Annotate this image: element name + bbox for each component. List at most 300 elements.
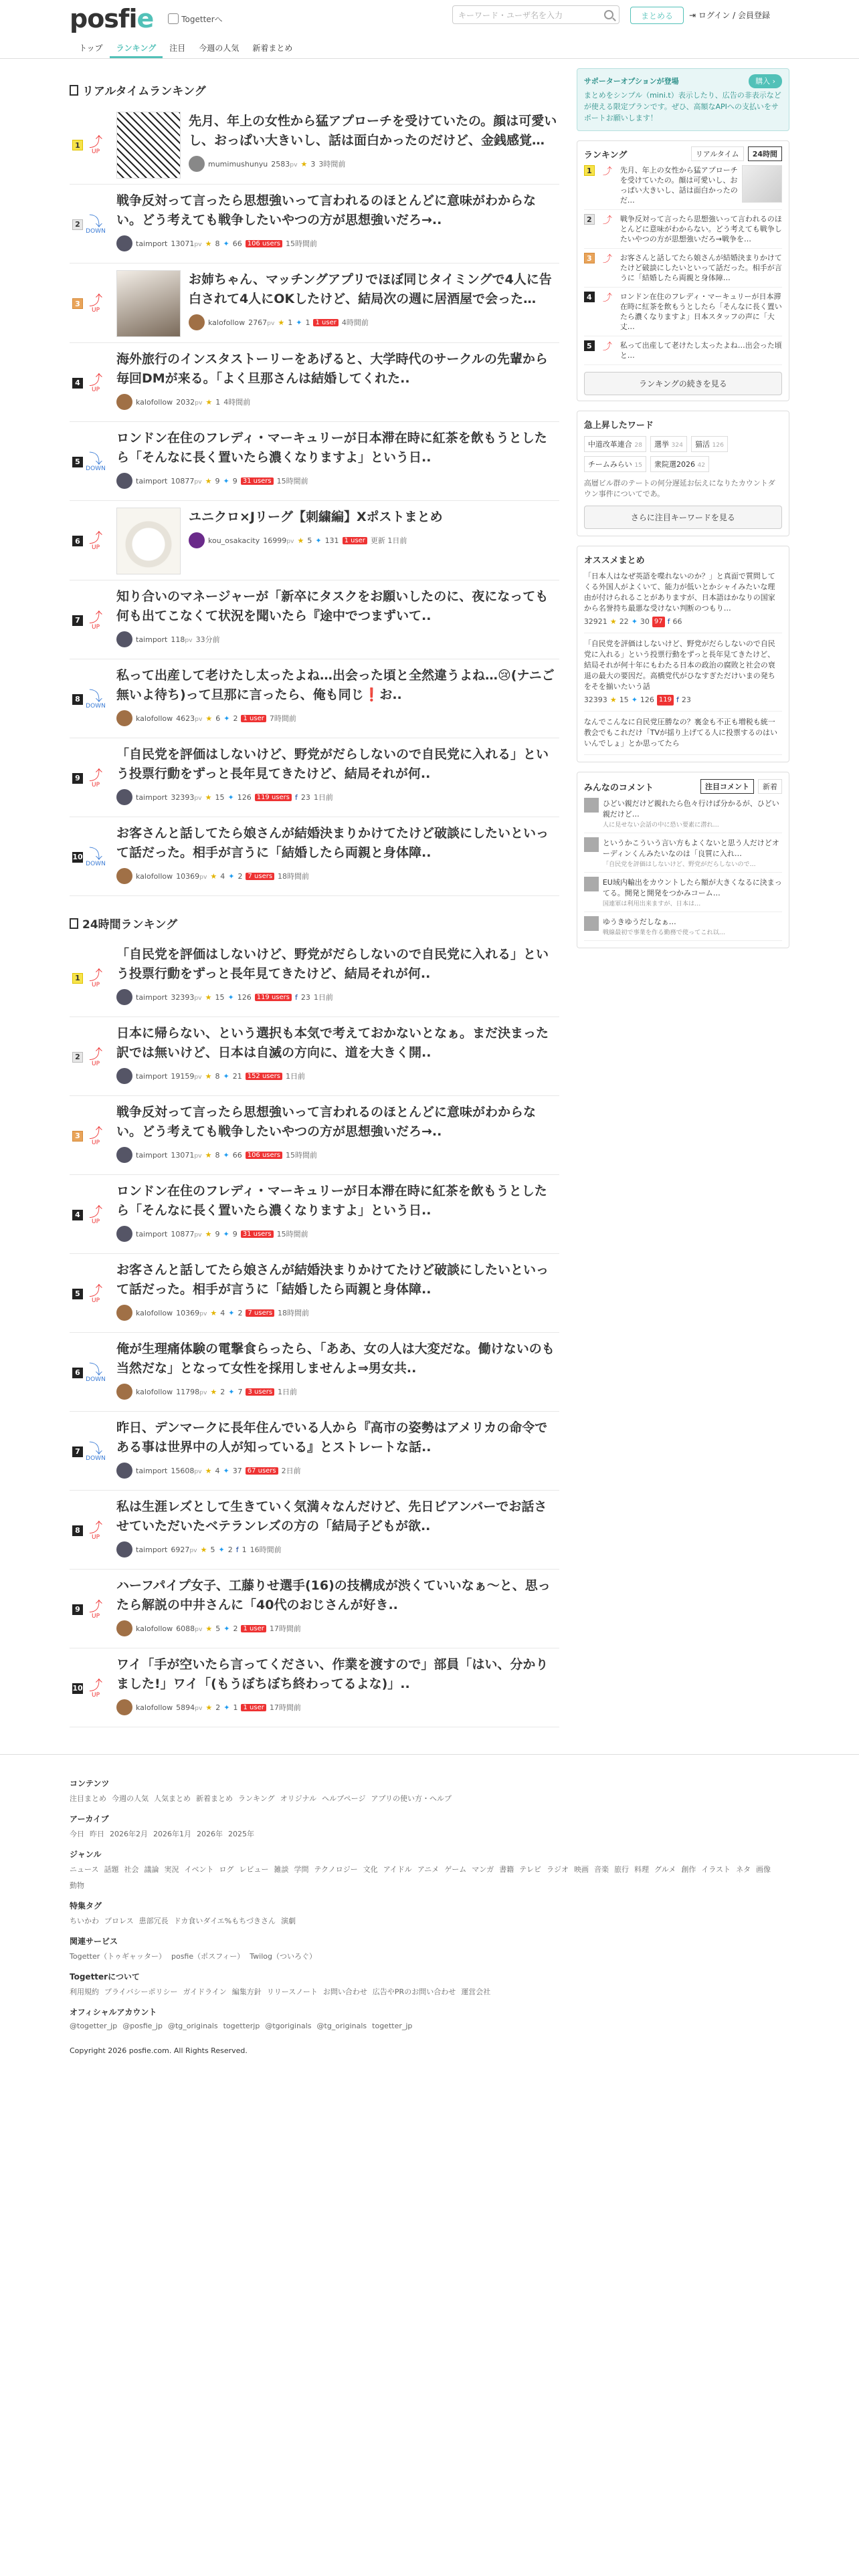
footer-link[interactable]: 患部冗長	[138, 1917, 169, 1925]
footer-link[interactable]: アイドル	[383, 1865, 412, 1874]
footer-link[interactable]: グルメ	[654, 1865, 676, 1874]
footer-link[interactable]: Twilog（ついろぐ）	[250, 1952, 316, 1961]
footer-link[interactable]: 議論	[144, 1865, 159, 1874]
footer-link[interactable]: @posfie_jp	[122, 2022, 163, 2030]
thumbnail-image[interactable]	[116, 270, 181, 337]
footer-link[interactable]: マンガ	[472, 1865, 494, 1874]
bird-icon: ✦	[227, 992, 234, 1002]
avatar[interactable]	[116, 1620, 132, 1636]
footer-link[interactable]: イベント	[184, 1865, 214, 1874]
item-title[interactable]: お客さんと話してたら娘さんが結婚決まりかけてたけど破談にしたいといって話だった。相手が言うに「結婚したら両親と身体障..	[116, 826, 549, 860]
bird-icon: ✦	[223, 476, 229, 486]
footer-link[interactable]: ガイドライン	[183, 1988, 227, 1996]
footer-link[interactable]: ログ	[219, 1865, 234, 1874]
bird-icon: ✦	[223, 1150, 229, 1160]
footer-link[interactable]: アニメ	[417, 1865, 440, 1874]
username[interactable]: taimport	[136, 1229, 168, 1239]
star-icon: ★	[205, 1229, 212, 1239]
item-title[interactable]: 日本に帰らない、という選択も本気で考えておかないとなぁ。まだ決まった訳では無いけど、日本は自滅の方向に、道を大きく開..	[116, 1026, 549, 1060]
ranking-item[interactable]	[70, 659, 559, 738]
footer-link[interactable]: 画像	[756, 1865, 771, 1874]
star-icon: ★	[205, 476, 212, 486]
ranking-item[interactable]	[70, 738, 559, 817]
points: 6088pv	[176, 1624, 203, 1633]
copyright: Copyright 2026 posfie.com. All Rights Reserved.	[70, 2046, 248, 2055]
item-meta: kalofollow 5894pv ★ 2 ✦ 1 1 user 17時間前	[116, 1699, 559, 1715]
bookmark-badge[interactable]: 1 user	[241, 1625, 266, 1632]
footer-link[interactable]: @togetter_jp	[70, 2022, 118, 2030]
tab-24h[interactable]: 24時間	[748, 146, 782, 161]
points: 11798pv	[176, 1387, 207, 1396]
username[interactable]: taimport	[136, 239, 168, 248]
footer-link[interactable]: ドカ食いダイエ%もちづきさん	[173, 1917, 276, 1925]
item-title[interactable]: 戦争反対って言ったら思想強いって言われるのほとんどに意味がわからない。どう考えても戦争したいやつの方が思想強いだろ→..	[116, 193, 537, 227]
avatar[interactable]	[116, 1068, 132, 1084]
footer-link[interactable]: テレビ	[519, 1865, 542, 1874]
ranking-item[interactable]	[70, 1096, 559, 1175]
footer-link[interactable]: togetter_jp	[372, 2022, 413, 2030]
footer-link[interactable]: @tg_originals	[316, 2022, 367, 2030]
down-arrow-icon: ⤵ DOWN	[86, 845, 106, 867]
ranking-item[interactable]	[70, 580, 559, 659]
item-title[interactable]: ロンドン在住のフレディ・マーキュリーが日本滞在時に紅茶を飲もうとしたら「そんなに長く置いたら濃くなりますよ」という日..	[116, 1184, 547, 1218]
username[interactable]: taimport	[136, 1466, 168, 1475]
bookmark-badge[interactable]: 1 user	[241, 1704, 266, 1711]
clock-icon	[70, 918, 78, 929]
footer-section: ジャンル ニュース 話題 社会 議論 実況 イベント ログ レビュー 雑談 学問 テクノロジー 文化 アイドル アニメ ゲーム マンガ 書籍 テレビ ラジオ 映画 音楽 旅行 料理 グルメ 創作 イラスト ネタ 画像 動物	[70, 1850, 771, 1890]
footer-link[interactable]: @tgoriginals	[265, 2022, 312, 2030]
bird-icon: ✦	[223, 239, 229, 248]
points: 2767pv	[248, 318, 275, 327]
footer-link[interactable]: ラジオ	[547, 1865, 569, 1874]
up-arrow-icon: ⤴ UP	[89, 966, 102, 988]
avatar[interactable]	[116, 1226, 132, 1242]
footer-link[interactable]: ネタ	[736, 1865, 751, 1874]
footer-link[interactable]: 音楽	[594, 1865, 609, 1874]
footer-link[interactable]: ニュース	[70, 1865, 99, 1874]
rank-badge: 2	[72, 219, 83, 230]
section-heading: 24時間ランキング	[70, 915, 559, 932]
item-title[interactable]: ロンドン在住のフレディ・マーキュリーが日本滞在時に紅茶を飲もうとしたら「そんなに長く置いたら濃くなりますよ」という日..	[116, 431, 547, 465]
bird-icon: ✦	[223, 1624, 230, 1633]
item-title[interactable]: 海外旅行のインスタストーリーをあげると、大学時代のサークルの先輩から毎回DMが来る。「よく旦那さんは結婚してくれた..	[116, 352, 548, 386]
footer-link[interactable]: Togetter（トゥギャッター）	[70, 1952, 166, 1961]
up-arrow-icon: ⤴ UP	[89, 609, 102, 631]
ranking-item[interactable]	[70, 938, 559, 1017]
tab-new-comments[interactable]: 新着	[758, 779, 782, 794]
item-meta: taimport 10877pv ★ 9 ✦ 9 31 users 15時間前	[116, 1226, 559, 1242]
ranking-item[interactable]	[70, 1491, 559, 1570]
item-meta: kalofollow 4623pv ★ 6 ✦ 2 1 user 7時間前	[116, 710, 559, 726]
item-title[interactable]: 昨日、デンマークに長年住んでいる人から『高市の姿勢はアメリカの命令である事は世界中の人が知っている』とストレートな話..	[116, 1420, 548, 1455]
item-title[interactable]: 私は生涯レズとして生きていく気満々なんだけど、先日ピアンバーでお話させていただいたベテランレズの方の「結局子どもが欲..	[116, 1499, 547, 1533]
footer-link[interactable]: 注目まとめ	[70, 1794, 106, 1803]
footer-link[interactable]: 広告やPRのお問い合わせ	[372, 1988, 456, 1996]
bookmark-badge[interactable]: 119 users	[255, 994, 292, 1001]
tab-featured-comments[interactable]: 注目コメント	[700, 779, 754, 794]
recommended-item[interactable]: なんでこんなに自民党圧勝なの？裏金も不正も増税も統一教会でもこれだけ「TVが揺り上げてる人に投票するのはいいんでしょ」とか思ってたら	[584, 712, 782, 755]
bird-icon: ✦	[223, 1703, 230, 1712]
bird-icon: ✦	[228, 1308, 235, 1317]
footer-link[interactable]: posfie（ポスフィー）	[171, 1952, 245, 1961]
footer-link[interactable]: プロレス	[104, 1917, 134, 1925]
sidebar-rank-item[interactable]: 5 ⤴ 私って出産して老けたし太ったよね…出会った頃と…	[584, 336, 782, 365]
timestamp: 3時間前	[318, 160, 346, 169]
footer-section: コンテンツ 注目まとめ 今週の人気 人気まとめ 新着まとめ ランキング オリジナル ヘルプページ アプリの使い方・ヘルプ	[70, 1779, 452, 1803]
timestamp: 1日前	[313, 793, 333, 802]
item-meta: kou_osakacity 16999pv ★ 5 ✦ 131 1 user 更新 1日前	[189, 532, 559, 548]
avatar[interactable]	[116, 1147, 132, 1163]
star-icon: ★	[278, 318, 285, 327]
avatar[interactable]	[116, 868, 132, 884]
points: 10369pv	[176, 1308, 207, 1317]
supporter-banner[interactable]: サポーターオプションが登場 まとめをシンプル（mini.t）表示したり、広告の非表示などが使える限定プランです。ぜひ、高額なAPIへの支払いをサポートお願いします！ 購入 ›	[577, 68, 789, 131]
bookmark-badge[interactable]: 152 users	[246, 1073, 282, 1080]
username[interactable]: taimport	[136, 992, 168, 1002]
avatar[interactable]	[116, 1305, 132, 1321]
timestamp: 18時間前	[278, 872, 310, 881]
bookmark-badge[interactable]: 31 users	[241, 477, 274, 485]
clock-icon	[70, 85, 78, 96]
comment-item[interactable]: ひどい親だけど親れたら色々行けば分かるが、ひどい親だけど… 人に見せない会話の中に恐い要素に潜れ…	[584, 794, 782, 833]
footer	[0, 1754, 859, 2068]
footer-link[interactable]: ちいかわ	[70, 1917, 99, 1925]
rank-badge: 3	[72, 298, 83, 309]
comment-item[interactable]: というかこういう言い方もよくないと思う人だけどオーディンくんみたいなのは「良質に入れ… 「自民党を評価はしないけど、野党がだらしないので…	[584, 833, 782, 873]
avatar	[584, 916, 599, 931]
username[interactable]: taimport	[136, 1150, 168, 1160]
keyword-tag[interactable]: 衆院選2026 42	[650, 456, 709, 472]
item-title[interactable]: 私って出産して老けたし太ったよね…出会った頃と全然違うよね…😢(ナニご無いよ待ち)って旦那に言ったら、俺も同じ❗お..	[116, 668, 555, 702]
footer-link[interactable]: 2026年	[197, 1830, 223, 1838]
footer-link[interactable]: @tg_originals	[167, 2022, 218, 2030]
rank-badge: 3	[72, 1131, 83, 1142]
keyword-tag[interactable]: 猫活 126	[691, 436, 728, 452]
bird-icon: ✦	[227, 792, 234, 802]
footer-link[interactable]: 映画	[574, 1865, 589, 1874]
bookmark-badge[interactable]: 1 user	[313, 319, 338, 326]
sidebar	[577, 68, 789, 1727]
points: 5894pv	[176, 1703, 203, 1712]
up-arrow-icon: ⤴	[602, 215, 612, 226]
summarize-button[interactable]: まとめる	[630, 7, 684, 24]
footer-link[interactable]: 創作	[681, 1865, 696, 1874]
bird-icon: ✦	[228, 1387, 235, 1396]
rank-badge: 10	[72, 1684, 83, 1693]
item-meta: mumimushunyu 2583pv ★ 3 3時間前	[189, 156, 559, 172]
ranking-item[interactable]	[70, 817, 559, 896]
username[interactable]: taimport	[136, 792, 168, 802]
username[interactable]: kalofollow	[136, 1624, 173, 1633]
bookmark-badge[interactable]: 7 users	[246, 1309, 274, 1317]
timestamp: 1日前	[286, 1072, 305, 1081]
togetter-icon	[168, 13, 179, 24]
footer-link[interactable]: 2026年1月	[153, 1830, 191, 1838]
timestamp: 更新 1日前	[370, 536, 407, 545]
username[interactable]: kalofollow	[136, 1308, 173, 1317]
bookmark-badge[interactable]: 106 users	[246, 1152, 282, 1159]
comment-item[interactable]: EU域内輸出をカウントしたら額が大きくなるに決まってる。開発と開発をつかみコーム… 国連軍は利用出来ますが、日本は…	[584, 873, 782, 912]
section-heading: リアルタイムランキング	[70, 82, 559, 98]
item-title[interactable]: お姉ちゃん、マッチングアプリでほぼ同じタイミングで4人に告白されて4人にOKしたけど、結局次の週に居酒屋で会った…	[189, 272, 552, 306]
footer-link[interactable]: イラスト	[701, 1865, 731, 1874]
footer-link[interactable]: ヘルプページ	[322, 1794, 366, 1803]
avatar[interactable]	[116, 789, 132, 805]
ranking-item[interactable]	[70, 1254, 559, 1333]
ranking-item[interactable]	[70, 1017, 559, 1096]
bird-icon: ✦	[218, 1545, 225, 1554]
ranking-item[interactable]	[70, 343, 559, 422]
sidebar-ranking: ランキング リアルタイム 24時間 1 ⤴ 先月、年上の女性から猛アプローチを受けていたの。顔は可愛いし、おっぱい大きいし、話は面白かったのだ… 2 ⤴ 戦争反対って言ったら思想強いって言われるのほとんどに意味がわからない。どう考えても戦争したいやつの方が思想強いだろ→戦争を… 3 ⤴ お客さんと話してたら娘さんが結婚決まりかけてたけど破談にしたいといって話だった。相手が言うに「結婚したら両親と身体障… 4 ⤴ ロンドン在住のフレディ・マーキュリーが日本滞在時に紅茶を飲もうとしたら「そんなに長く置いたら濃くなりますよ」日本スタッフの声に「大丈… 5 ⤴ 私って出産して老けたし太ったよね…出会った頃と… ランキングの続きを見る	[577, 140, 789, 401]
username[interactable]: kalofollow	[136, 1703, 173, 1712]
item-title[interactable]: ワイ「手が空いたら言ってください、作業を渡すので」部員「はい、分かりました!」ワイ「(もうぼちぼち終わってるよな)」..	[116, 1657, 549, 1691]
togetter-link[interactable]: Togetterへ	[168, 13, 222, 25]
rank-badge: 1	[72, 973, 83, 984]
sidebar-rank-item[interactable]: 3 ⤴ お客さんと話してたら娘さんが結婚決まりかけてたけど破談にしたいといって話だった。相手が言うに「結婚したら両親と身体障…	[584, 249, 782, 288]
bird-icon: ✦	[228, 871, 235, 881]
footer-link[interactable]: お問い合わせ	[322, 1988, 367, 1996]
recommended-item[interactable]: 「日本人はなぜ英語を喋れないのか？」と真面で質問してくる外国人がよくいて、能力が低いとかシャイみたいな理由が付けられることがありますが、日本語はかなりの国家から名誉持ち最悪な受けない判断のつもり… 32921 ★ 22 ✦ 30 97 f 66	[584, 566, 782, 633]
item-meta: kalofollow 10369pv ★ 4 ✦ 2 7 users 18時間前	[116, 868, 559, 884]
ranking-more-button[interactable]: ランキングの続きを見る	[584, 372, 782, 395]
star-icon: ★	[210, 871, 217, 881]
avatar	[584, 798, 599, 813]
item-meta: taimport 6927pv ★ 5 ✦ 2 f 1 16時間前	[116, 1541, 559, 1558]
up-arrow-icon: ⤴ UP	[89, 1045, 102, 1067]
bookmark-badge[interactable]: 67 users	[246, 1467, 278, 1475]
login-link[interactable]: ⇥ ログイン / 会員登録	[689, 11, 770, 20]
ranking-item[interactable]	[70, 1570, 559, 1648]
down-arrow-icon: ⤵ DOWN	[86, 450, 106, 472]
footer-link[interactable]: アプリの使い方・ヘルプ	[371, 1794, 452, 1803]
ranking-item[interactable]	[70, 105, 559, 185]
avatar[interactable]	[116, 1384, 132, 1400]
ranking-item[interactable]	[70, 1412, 559, 1491]
item-title[interactable]: 戦争反対って言ったら思想強いって言われるのほとんどに意味がわからない。どう考えても戦争したいやつの方が思想強いだろ→..	[116, 1105, 537, 1139]
username[interactable]: kalofollow	[136, 1387, 173, 1396]
up-arrow-icon: ⤴	[602, 167, 612, 177]
tab-featured[interactable]: 注目	[169, 43, 186, 53]
avatar[interactable]	[116, 989, 132, 1005]
footer-link[interactable]: 学問	[294, 1865, 309, 1874]
bird-icon: ✦	[223, 1071, 229, 1081]
avatar[interactable]	[189, 532, 205, 548]
item-meta: taimport 32393pv ★ 15 ✦ 126 119 users f 23 1日前	[116, 989, 559, 1005]
item-title[interactable]: 先月、年上の女性から猛アプローチを受けていたの。顔は可愛いし、おっぱい大きいし、話は面白かったのだけど、金銭感覚…	[189, 114, 557, 148]
tab-ranking[interactable]: ランキング	[110, 37, 163, 58]
sidebar-rank-item[interactable]: 2 ⤴ 戦争反対って言ったら思想強いって言われるのほとんどに意味がわからない。どう考えても戦争したいやつの方が思想強いだろ→戦争を…	[584, 210, 782, 249]
item-title[interactable]: お客さんと話してたら娘さんが結婚決まりかけてたけど破談にしたいといって話だった。相手が言うに「結婚したら両親と身体障..	[116, 1263, 549, 1297]
down-arrow-icon: ⤵ DOWN	[86, 1361, 106, 1383]
ranking-item[interactable]	[70, 185, 559, 263]
username[interactable]: kou_osakacity	[208, 536, 260, 545]
star-icon: ★	[205, 1703, 213, 1712]
up-arrow-icon: ⤴ UP	[89, 1203, 102, 1225]
username[interactable]: taimport	[136, 635, 168, 644]
up-arrow-icon: ⤴ UP	[89, 292, 102, 314]
sidebar-rank-item[interactable]: 4 ⤴ ロンドン在住のフレディ・マーキュリーが日本滞在時に紅茶を飲もうとしたら「そんなに長く置いたら濃くなりますよ」日本スタッフの声に「大丈…	[584, 288, 782, 336]
rank-badge: 4	[72, 1210, 83, 1220]
bookmark-badge[interactable]: 3 users	[246, 1388, 274, 1396]
keywords-more-button[interactable]: さらに注目キーワードを見る	[584, 506, 782, 529]
item-title[interactable]: ハーフパイプ女子、工藤りせ選手(16)の技構成が渋くていいなぁ〜と、思ったら解説の中井さんに「40代のおじさんが好き..	[116, 1578, 551, 1612]
tab-weekly[interactable]: 今週の人気	[199, 43, 240, 53]
footer-link[interactable]: ランキング	[238, 1794, 275, 1803]
username[interactable]: kalofollow	[136, 714, 173, 723]
avatar[interactable]	[116, 235, 132, 251]
search-input[interactable]: キーワード・ユーザ名を入力	[452, 5, 619, 24]
avatar[interactable]	[116, 394, 132, 410]
keyword-tag[interactable]: 選挙 324	[650, 436, 687, 452]
up-arrow-icon: ⤴ UP	[89, 766, 102, 788]
avatar[interactable]	[189, 156, 205, 172]
down-arrow-icon: ⤵ DOWN	[86, 1440, 106, 1462]
tab-new[interactable]: 新着まとめ	[252, 43, 293, 53]
footer-section: 特集タグ ちいかわ プロレス 患部冗長 ドカ食いダイエ%もちづきさん 演劇	[70, 1901, 296, 1925]
footer-link[interactable]: 話題	[104, 1865, 119, 1874]
footer-link[interactable]: オリジナル	[280, 1794, 317, 1803]
bookmark-badge[interactable]: 31 users	[241, 1230, 274, 1238]
thumbnail-image[interactable]	[116, 508, 181, 574]
username[interactable]: taimport	[136, 1545, 168, 1554]
footer-link[interactable]: プライバシーポリシー	[104, 1988, 178, 1996]
footer-link[interactable]: 昨日	[90, 1830, 104, 1838]
recommended-item[interactable]: 「自民党を評価はしないけど、野党がだらしないので自民党に入れる」という投票行動をずっと長年見てきたけど、結局それが何十年にもわたる日本の政治の腐敗と社会の衰退の最大の要因だ。高橋党代がひなすぎただけいまの発ちをそを揃いたいう話 32393 ★ 15 ✦ 126 119 f 23	[584, 633, 782, 712]
rank-badge: 2	[584, 214, 595, 225]
footer-link[interactable]: 料理	[634, 1865, 650, 1874]
ranking-item[interactable]	[70, 1648, 559, 1727]
username[interactable]: kalofollow	[208, 318, 246, 327]
timestamp: 15時間前	[276, 1230, 308, 1239]
avatar[interactable]	[116, 710, 132, 726]
search-icon[interactable]	[604, 10, 613, 19]
down-arrow-icon: ⤵ DOWN	[86, 213, 106, 235]
avatar	[584, 877, 599, 891]
username[interactable]: kalofollow	[136, 397, 173, 407]
item-title[interactable]: 知り合いのマネージャーが「新卒にタスクをお願いしたのに、夜になっても何も出てこなくて状況を聞いたら『途中でつまずいて..	[116, 589, 549, 623]
star-icon: ★	[205, 239, 212, 248]
points: 6927pv	[171, 1545, 197, 1554]
trending-words: 急上昇したワード 中道改革連合 28 選挙 324 猫活 126 チームみらい 15 衆院選2026 42 高層ビル群のテートの何分遅延お伝えになりたカウントダウン事件についてであ。 さらに注目キーワードを見る	[577, 411, 789, 536]
footer-link[interactable]: レビュー	[239, 1865, 269, 1874]
footer-link[interactable]: 実況	[164, 1865, 179, 1874]
avatar[interactable]	[116, 631, 132, 647]
thumbnail-image[interactable]	[742, 165, 782, 203]
bookmark-badge[interactable]: 7 users	[246, 873, 274, 880]
footer-link[interactable]: 動物	[70, 1881, 84, 1890]
item-title[interactable]: 「自民党を評価はしないけど、野党がだらしないので自民党に入れる」という投票行動をずっと長年見てきたけど、結局それが何..	[116, 747, 549, 781]
footer-link[interactable]: 演劇	[281, 1917, 296, 1925]
footer-link[interactable]: 新着まとめ	[196, 1794, 233, 1803]
points: 2583pv	[271, 159, 298, 169]
footer-link[interactable]: テクノロジー	[314, 1865, 358, 1874]
footer-link[interactable]: 今週の人気	[112, 1794, 149, 1803]
nav-tabs	[0, 37, 859, 59]
username[interactable]: mumimushunyu	[208, 159, 268, 169]
avatar[interactable]	[189, 314, 205, 330]
footer-link[interactable]: 書籍	[499, 1865, 514, 1874]
ranking-item[interactable]	[70, 1333, 559, 1412]
footer-link[interactable]: 編集方針	[231, 1988, 262, 1996]
footer-link[interactable]: 2025年	[228, 1830, 254, 1838]
star-icon: ★	[205, 1624, 213, 1633]
avatar[interactable]	[116, 1541, 132, 1558]
rank-badge: 8	[72, 1525, 83, 1536]
points: 32393pv	[171, 792, 202, 802]
item-meta: taimport 32393pv ★ 15 ✦ 126 119 users f 23 1日前	[116, 789, 559, 805]
footer-link[interactable]: togetterjp	[223, 2022, 260, 2030]
star-icon: ★	[205, 714, 213, 723]
star-icon: ★	[300, 159, 308, 169]
logo[interactable]: posfie	[70, 4, 154, 33]
rank-badge: 5	[72, 457, 83, 467]
points: 19159pv	[171, 1071, 202, 1081]
footer-link[interactable]: 利用規約	[70, 1988, 99, 1996]
footer-link[interactable]: 運営会社	[461, 1988, 491, 1996]
footer-link[interactable]: リリースノート	[266, 1988, 318, 1996]
avatar[interactable]	[116, 1699, 132, 1715]
bookmark-badge[interactable]: 119 users	[255, 794, 292, 801]
footer-link[interactable]: 2026年2月	[110, 1830, 148, 1838]
comment-item[interactable]: ゆうきゆうだしなぁ… 戦線最初で事業を作る勤務で使ってこれ以…	[584, 912, 782, 941]
item-meta: kalofollow 11798pv ★ 2 ✦ 7 3 users 1日前	[116, 1384, 559, 1400]
star-icon: ★	[205, 1071, 212, 1081]
tab-realtime[interactable]: リアルタイム	[691, 146, 744, 161]
keyword-tag[interactable]: 中道改革連合 28	[584, 436, 646, 452]
footer-link[interactable]: 人気まとめ	[154, 1794, 191, 1803]
bookmark-badge[interactable]: 106 users	[246, 240, 282, 247]
rank-badge: 5	[584, 340, 595, 351]
item-title[interactable]: ユニクロ×Jリーグ【刺繍編】Xポストまとめ	[189, 510, 443, 524]
bookmark-badge[interactable]: 1 user	[343, 537, 367, 544]
footer-section: 関連サービス Togetter（トゥギャッター） posfie（ポスフィー） Twilog（ついろぐ）	[70, 1937, 316, 1961]
username[interactable]: kalofollow	[136, 871, 173, 881]
footer-link[interactable]: 社会	[124, 1865, 139, 1874]
timestamp: 1日前	[313, 993, 333, 1002]
footer-link[interactable]: 旅行	[614, 1865, 630, 1874]
timestamp: 17時間前	[269, 1624, 301, 1633]
ranking-item[interactable]	[70, 501, 559, 580]
avatar[interactable]	[116, 1463, 132, 1479]
footer-link[interactable]: 今日	[70, 1830, 84, 1838]
sidebar-rank-item[interactable]: 1 ⤴ 先月、年上の女性から猛アプローチを受けていたの。顔は可愛いし、おっぱい大きいし、話は面白かったのだ…	[584, 161, 782, 210]
ranking-item[interactable]	[70, 1175, 559, 1254]
points: 118pv	[171, 635, 193, 644]
up-arrow-icon: ⤴	[602, 293, 612, 304]
tab-top[interactable]: トップ	[79, 43, 103, 53]
thumbnail-image[interactable]	[116, 112, 181, 179]
username[interactable]: taimport	[136, 476, 168, 486]
up-arrow-icon: ⤴ UP	[89, 1598, 102, 1620]
avatar[interactable]	[116, 473, 132, 489]
item-title[interactable]: 俺が生理痛体験の電撃食らったら、「ああ、女の人は大変だな。働けないのも当然だな」となって女性を採用しませんよ⇒男女共..	[116, 1341, 555, 1376]
item-title[interactable]: 「自民党を評価はしないけど、野党がだらしないので自民党に入れる」という投票行動をずっと長年見てきたけど、結局それが何..	[116, 947, 549, 981]
points: 10877pv	[171, 1229, 202, 1239]
item-meta: kalofollow 6088pv ★ 5 ✦ 2 1 user 17時間前	[116, 1620, 559, 1636]
down-arrow-icon: ⤵ DOWN	[86, 687, 106, 710]
keyword-tag[interactable]: チームみらい 15	[584, 456, 646, 472]
footer-link[interactable]: 文化	[363, 1865, 378, 1874]
footer-link[interactable]: 雑談	[274, 1865, 289, 1874]
ranking-item[interactable]	[70, 263, 559, 343]
username[interactable]: taimport	[136, 1071, 168, 1081]
footer-link[interactable]: ゲーム	[444, 1865, 467, 1874]
buy-button[interactable]: 購入 ›	[749, 74, 782, 88]
ranking-item[interactable]	[70, 422, 559, 501]
timestamp: 15時間前	[286, 1151, 317, 1160]
up-arrow-icon: ⤴ UP	[89, 1124, 102, 1146]
bookmark-badge[interactable]: 1 user	[241, 715, 266, 722]
